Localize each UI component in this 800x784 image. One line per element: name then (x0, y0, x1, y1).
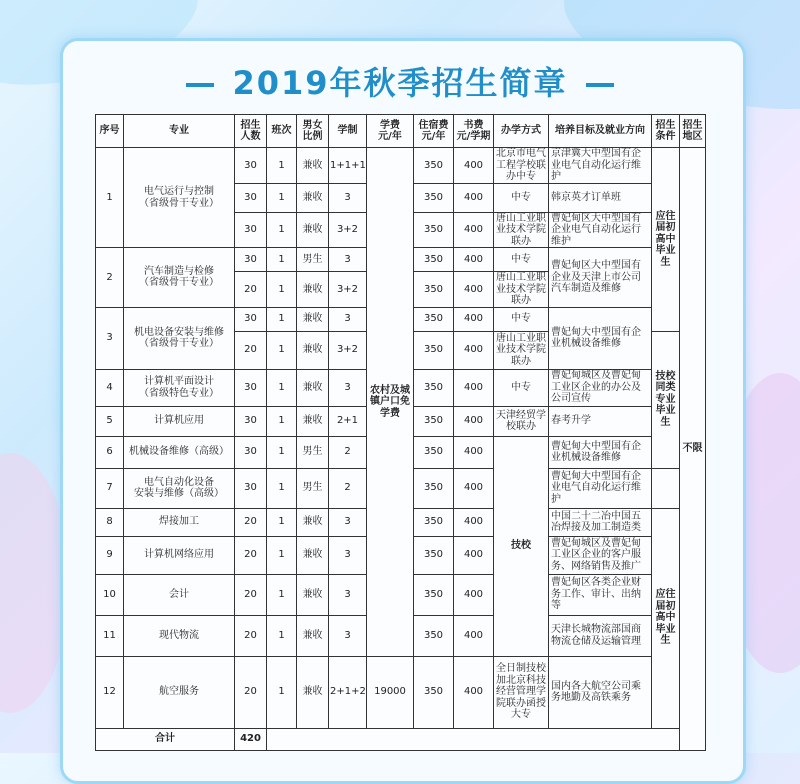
major-cell: 机械设备维修（高级） (124, 436, 235, 468)
header-tuition (367, 115, 414, 148)
seq-cell: 1 (96, 148, 124, 248)
header-dorm (414, 115, 454, 148)
header-books-unit: 元/学期 (456, 131, 491, 142)
goal-cell: 曹妃甸大中型国有企业机械设备维修 (549, 307, 652, 369)
system-cell: 3 (329, 183, 367, 212)
page-title (0, 58, 800, 104)
system-cell: 3 (329, 536, 367, 574)
system-cell: 1+1+1 (329, 148, 367, 184)
total-value: 420 (235, 728, 267, 750)
quota-cell: 30 (235, 436, 267, 468)
classes-cell: 1 (267, 468, 297, 508)
classes-cell: 1 (267, 183, 297, 212)
major-name: 计算机平面设计 (144, 376, 214, 387)
dorm-cell: 350 (414, 615, 454, 656)
quota-cell: 20 (235, 331, 267, 369)
dorm-cell: 350 (414, 212, 454, 248)
header-tuition-unit: 元/年 (378, 131, 402, 142)
classes-cell: 1 (267, 148, 297, 184)
gender-cell: 兼收 (297, 508, 329, 536)
books-cell: 400 (454, 508, 494, 536)
books-cell: 400 (454, 615, 494, 656)
system-cell: 3+2 (329, 212, 367, 248)
mode-cell: 中专 (494, 307, 549, 331)
seq-cell: 6 (96, 436, 124, 468)
header-condition: 招生条件 (652, 115, 680, 148)
system-cell: 3 (329, 574, 367, 615)
header-region: 招生地区 (680, 115, 706, 148)
major-sub: 安装与维修（高级） (134, 488, 224, 499)
goal-cell: 春考升学 (549, 406, 652, 436)
seq-cell: 7 (96, 468, 124, 508)
quota-cell: 30 (235, 248, 267, 272)
mode-cell: 中专 (494, 183, 549, 212)
gender-cell: 男生 (297, 248, 329, 272)
mode-cell: 中专 (494, 369, 549, 406)
books-cell: 400 (454, 656, 494, 728)
system-cell: 3 (329, 508, 367, 536)
major-name: 电气运行与控制 (144, 186, 214, 197)
major-cell (124, 248, 235, 308)
major-cell (124, 468, 235, 508)
major-cell: 现代物流 (124, 615, 235, 656)
header-row (96, 115, 706, 148)
books-cell: 400 (454, 183, 494, 212)
books-cell: 400 (454, 212, 494, 248)
major-name: 机电设备安装与维修 (134, 326, 224, 338)
system-cell: 3+2 (329, 331, 367, 369)
books-cell: 400 (454, 406, 494, 436)
quota-cell: 30 (235, 212, 267, 248)
books-cell: 400 (454, 148, 494, 184)
mode-cell: 中专 (494, 248, 549, 272)
header-quota: 招生人数 (235, 115, 267, 148)
quota-cell: 30 (235, 183, 267, 212)
header-system: 学制 (329, 115, 367, 148)
mode-cell: 天津经贸学校联办 (494, 406, 549, 436)
system-cell: 3 (329, 307, 367, 331)
books-cell: 400 (454, 468, 494, 508)
system-cell: 3 (329, 369, 367, 406)
dorm-cell: 350 (414, 369, 454, 406)
gender-cell: 兼收 (297, 307, 329, 331)
mode-cell: 唐山工业职业技术学院联办 (494, 331, 549, 369)
goal-cell: 曹妃甸城区及曹妃甸工业区企业的办公及公司宣传 (549, 369, 652, 406)
dorm-cell: 350 (414, 331, 454, 369)
dorm-cell: 350 (414, 183, 454, 212)
condition-cell: 应往届初高中毕业生 (652, 148, 680, 332)
quota-cell: 20 (235, 656, 267, 728)
gender-cell: 男生 (297, 436, 329, 468)
books-cell: 400 (454, 536, 494, 574)
major-cell: 航空服务 (124, 656, 235, 728)
system-cell: 3 (329, 248, 367, 272)
books-cell: 400 (454, 307, 494, 331)
gender-cell: 兼收 (297, 212, 329, 248)
books-cell: 400 (454, 436, 494, 468)
header-dorm-unit: 元/年 (421, 131, 446, 142)
classes-cell: 1 (267, 307, 297, 331)
classes-cell: 1 (267, 536, 297, 574)
dorm-cell: 350 (414, 656, 454, 728)
classes-cell: 1 (267, 436, 297, 468)
gender-cell: 兼收 (297, 369, 329, 406)
gender-cell: 兼收 (297, 656, 329, 728)
major-sub: （省级骨干专业） (139, 338, 219, 349)
quota-cell: 20 (235, 615, 267, 656)
gender-cell: 兼收 (297, 331, 329, 369)
seq-cell: 11 (96, 615, 124, 656)
quota-cell: 30 (235, 369, 267, 406)
header-major: 专业 (124, 115, 235, 148)
major-cell (124, 369, 235, 406)
books-cell: 400 (454, 574, 494, 615)
mode-cell: 北京市电气工程学校联办中专 (494, 148, 549, 184)
title-text: 2019年秋季招生简章 (232, 64, 568, 102)
quota-cell: 30 (235, 148, 267, 184)
system-cell: 2 (329, 468, 367, 508)
tuition-aviation-cell: 19000 (367, 656, 414, 728)
seq-cell: 5 (96, 406, 124, 436)
gender-cell: 兼收 (297, 183, 329, 212)
gender-cell: 兼收 (297, 148, 329, 184)
header-dorm-label: 住宿费 (418, 119, 449, 131)
header-tuition-label: 学费 (380, 119, 400, 131)
header-books (454, 115, 494, 148)
goal-cell: 曹妃甸区大中型国有企业及天津上市公司汽车制造及维修 (549, 248, 652, 308)
dorm-cell: 350 (414, 468, 454, 508)
seq-cell: 8 (96, 508, 124, 536)
header-books-label: 书费 (463, 119, 484, 131)
goal-cell: 中国二十二冶中国五冶焊接及加工制造类 (549, 508, 652, 536)
dorm-cell: 350 (414, 574, 454, 615)
title-dash-right (586, 83, 614, 87)
dorm-cell: 350 (414, 148, 454, 184)
major-cell (124, 307, 235, 369)
dorm-cell: 350 (414, 436, 454, 468)
goal-cell: 曹妃甸大中型国有企业电气自动化运行维护 (549, 468, 652, 508)
classes-cell: 1 (267, 406, 297, 436)
header-classes: 班次 (267, 115, 297, 148)
gender-cell: 兼收 (297, 615, 329, 656)
enrollment-table (95, 114, 706, 751)
condition-cell: 应往届初高中毕业生 (652, 508, 680, 728)
gender-cell: 兼收 (297, 574, 329, 615)
gender-cell: 兼收 (297, 406, 329, 436)
goal-cell: 曹妃甸区各类企业财务工作、审计、出纳等 (549, 574, 652, 615)
system-cell: 3+2 (329, 272, 367, 308)
goal-cell: 曹妃甸城区及曹妃甸工业区企业的客户服务、网络销售及推广 (549, 536, 652, 574)
seq-cell: 2 (96, 248, 124, 308)
goal-cell: 京津冀大中型国有企业电气自动化运行维护 (549, 148, 652, 184)
classes-cell: 1 (267, 212, 297, 248)
quota-cell: 30 (235, 406, 267, 436)
header-mode: 办学方式 (494, 115, 549, 148)
mode-cell: 全日制技校加北京科技经营管理学院联办函授大专 (494, 656, 549, 728)
goal-cell: 国内各大航空公司乘务地勤及高铁乘务 (549, 656, 652, 728)
books-cell: 400 (454, 248, 494, 272)
total-label: 合计 (96, 728, 235, 750)
classes-cell: 1 (267, 508, 297, 536)
major-name: 电气自动化设备 (144, 476, 214, 488)
tech-school-cell: 技校 (494, 436, 549, 656)
classes-cell: 1 (267, 615, 297, 656)
books-cell: 400 (454, 272, 494, 308)
seq-cell: 10 (96, 574, 124, 615)
mode-cell: 唐山工业职业技术学院联办 (494, 272, 549, 308)
mode-cell: 唐山工业职业技术学院联办 (494, 212, 549, 248)
gender-cell: 男生 (297, 468, 329, 508)
dorm-cell: 350 (414, 406, 454, 436)
gender-cell: 兼收 (297, 272, 329, 308)
total-row (96, 728, 706, 750)
major-cell: 会计 (124, 574, 235, 615)
seq-cell: 12 (96, 656, 124, 728)
goal-cell: 天津长城物流部国商物流仓储及运输管理 (549, 615, 652, 656)
gender-cell: 兼收 (297, 536, 329, 574)
quota-cell: 20 (235, 508, 267, 536)
quota-cell: 20 (235, 272, 267, 308)
major-cell: 计算机应用 (124, 406, 235, 436)
goal-cell: 曹妃甸大中型国有企业机械设备维修 (549, 436, 652, 468)
major-sub: （省级骨干专业） (139, 277, 219, 289)
header-goal: 培养目标及就业方向 (549, 115, 652, 148)
dorm-cell: 350 (414, 508, 454, 536)
books-cell: 400 (454, 331, 494, 369)
seq-cell: 9 (96, 536, 124, 574)
quota-cell: 20 (235, 536, 267, 574)
quota-cell: 20 (235, 574, 267, 615)
header-seq: 序号 (96, 115, 124, 148)
major-name: 汽车制造与检修 (144, 265, 214, 277)
region-cell: 不限 (680, 148, 706, 751)
books-cell: 400 (454, 369, 494, 406)
major-sub: （省级特色专业） (139, 387, 219, 399)
header-gender: 男女比例 (297, 115, 329, 148)
classes-cell: 1 (267, 574, 297, 615)
condition-cell: 技校同类专业毕业生 (652, 331, 680, 468)
classes-cell: 1 (267, 656, 297, 728)
dorm-cell: 350 (414, 272, 454, 308)
table-row (96, 148, 706, 184)
major-cell (124, 148, 235, 248)
system-cell: 2+1 (329, 406, 367, 436)
quota-cell: 30 (235, 468, 267, 508)
goal-cell: 韩京英才订单班 (549, 183, 652, 212)
major-cell: 计算机网络应用 (124, 536, 235, 574)
seq-cell: 3 (96, 307, 124, 369)
system-cell: 2 (329, 436, 367, 468)
tuition-free-cell: 农村及城镇户口免学费 (367, 148, 414, 657)
system-cell: 2+1+2 (329, 656, 367, 728)
system-cell: 3 (329, 615, 367, 656)
classes-cell: 1 (267, 248, 297, 272)
classes-cell: 1 (267, 369, 297, 406)
classes-cell: 1 (267, 272, 297, 308)
title-dash-left (186, 83, 214, 87)
major-cell: 焊接加工 (124, 508, 235, 536)
goal-cell: 曹妃甸区大中型国有企业电气自动化运行维护 (549, 212, 652, 248)
seq-cell: 4 (96, 369, 124, 406)
total-blank (267, 728, 680, 750)
table-row (96, 656, 706, 728)
classes-cell: 1 (267, 331, 297, 369)
quota-cell: 30 (235, 307, 267, 331)
major-sub: （省级骨干专业） (139, 197, 219, 209)
dorm-cell: 350 (414, 536, 454, 574)
dorm-cell: 350 (414, 307, 454, 331)
dorm-cell: 350 (414, 248, 454, 272)
